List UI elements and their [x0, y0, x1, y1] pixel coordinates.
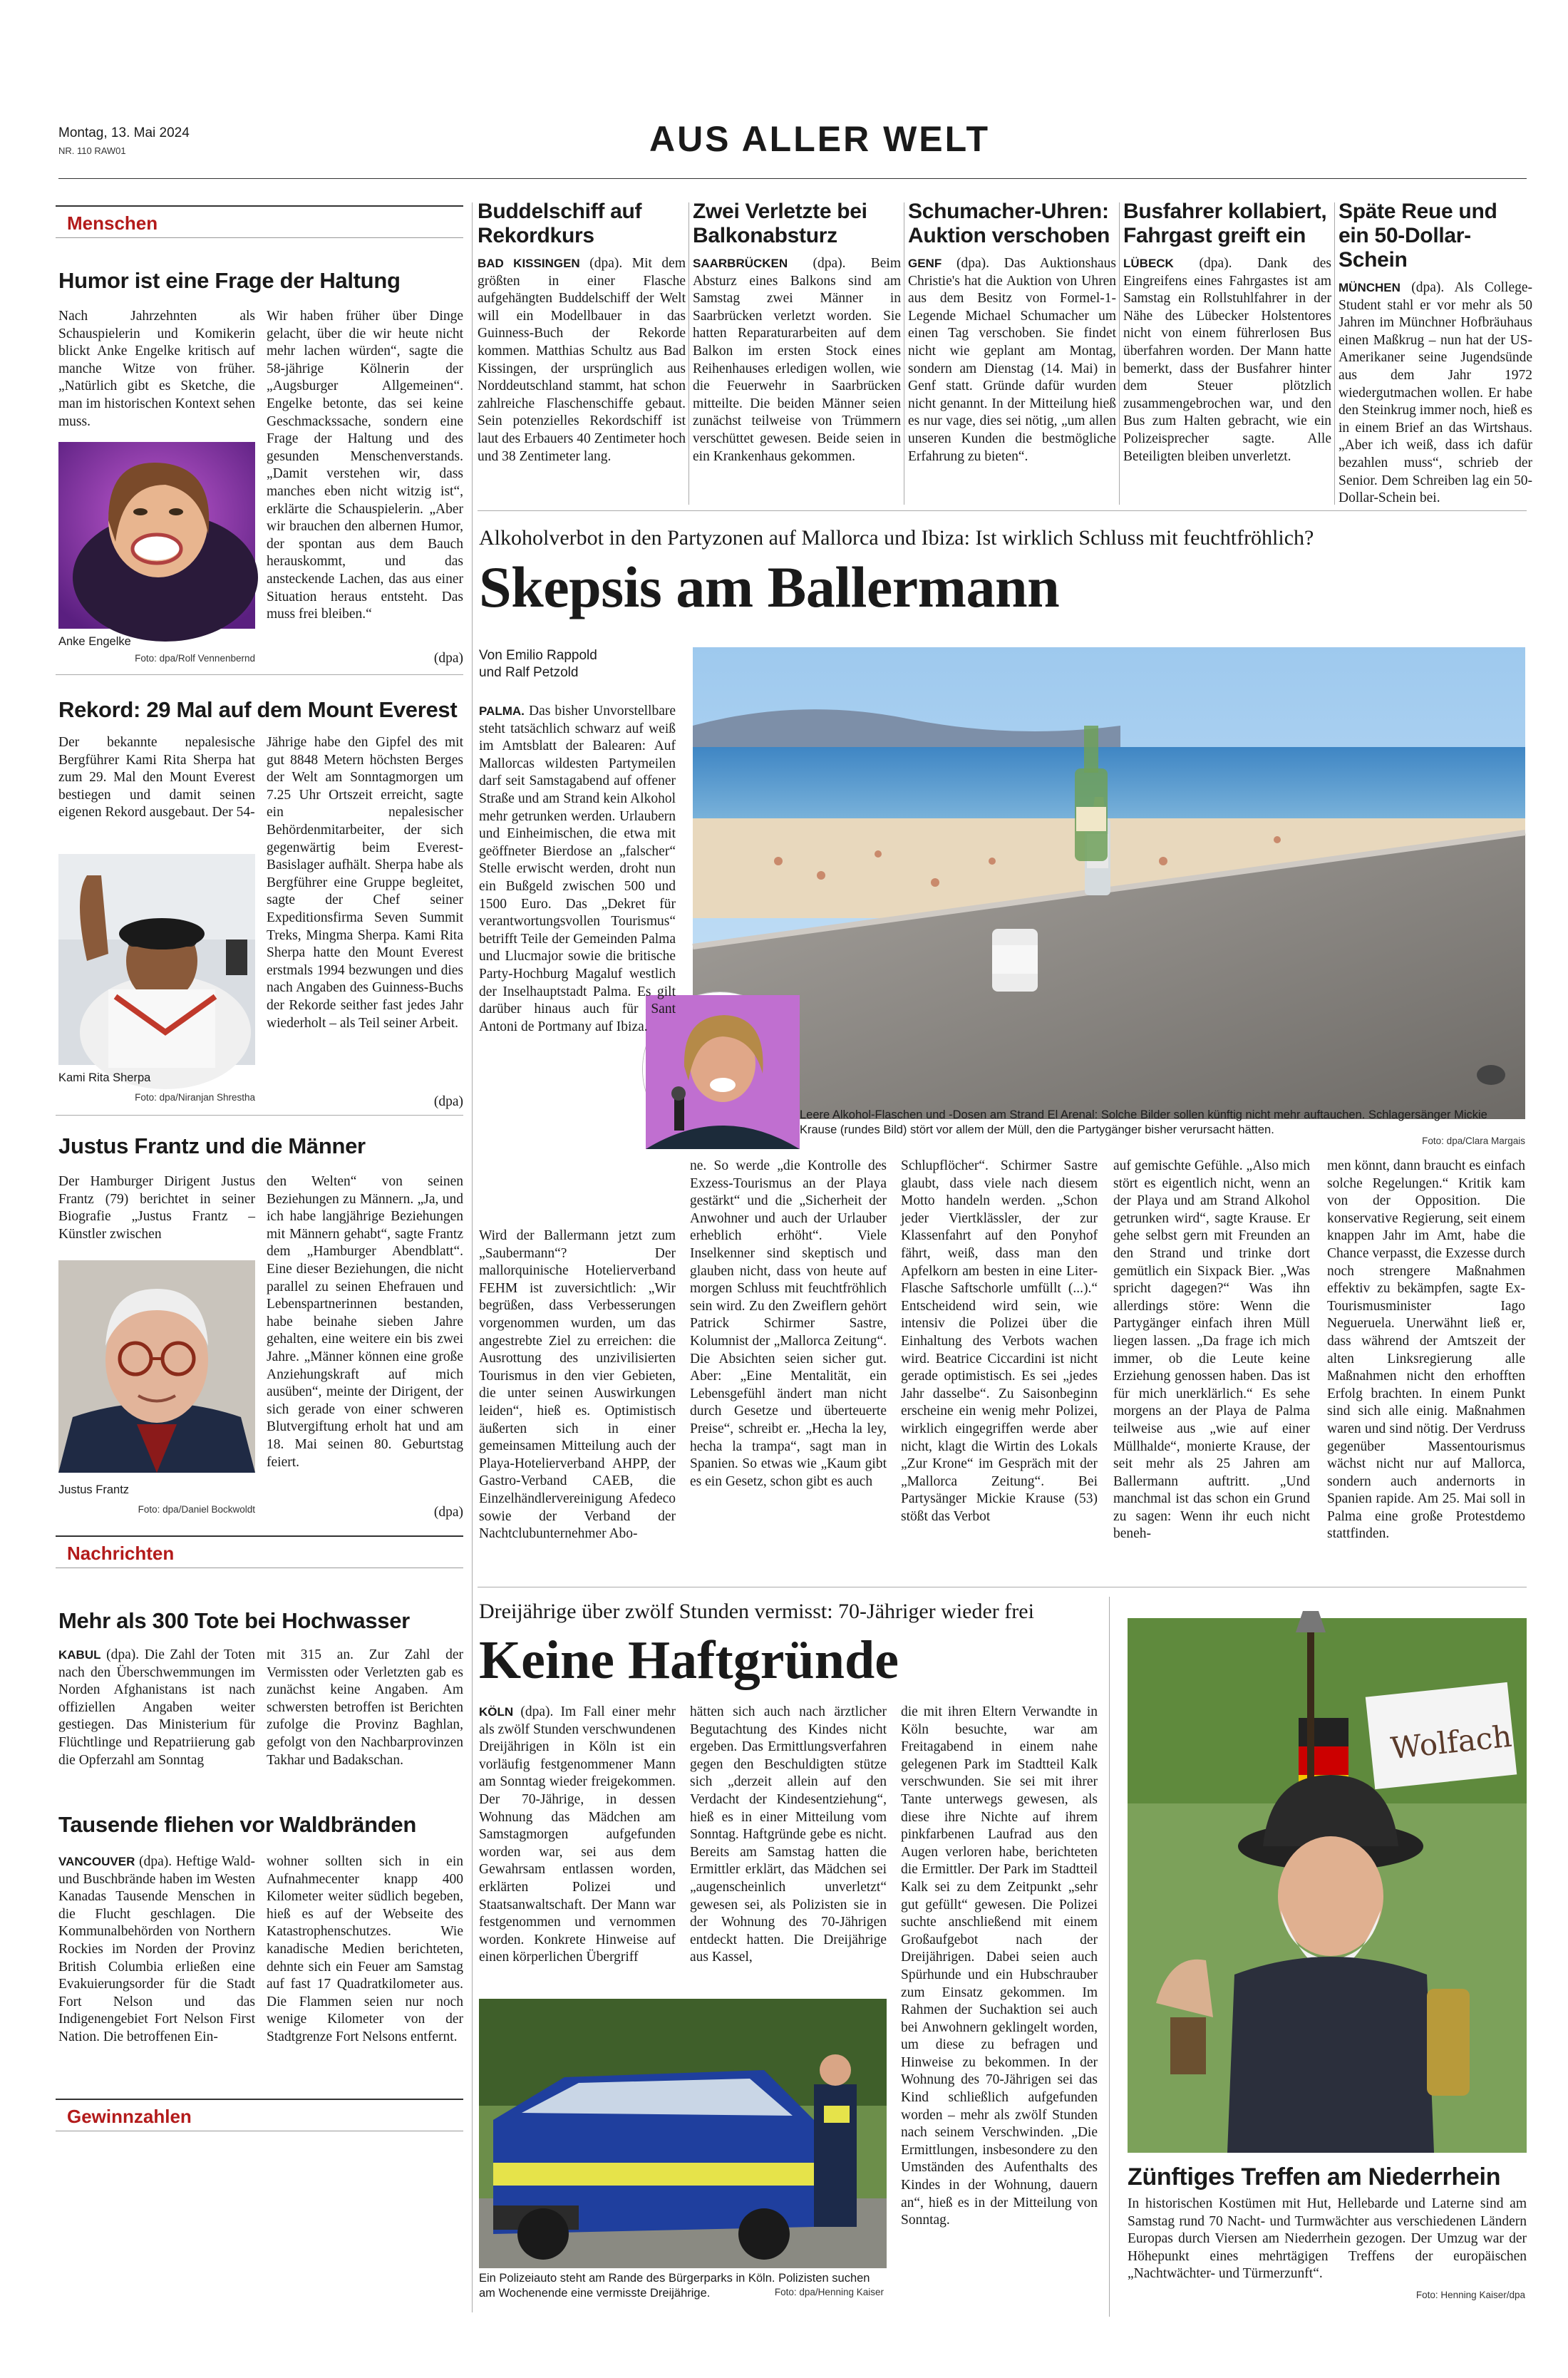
short-news-text	[908, 255, 1116, 505]
short-news-body: (dpa). Als College-Student stahl er vor mehr als 50 Jahren im Münchner Hofbräuhaus einen Maßkrug – nun hat der US-Amerikaner seine Jugendsünde aus dem Jahr 1972 wiedergutmachen wollen. Er habe den Steinkrug immer noch, hieß es in einem Brief an das Wirtshaus. „Aber ich weiß, dass ich dafür bezahlen muss“, schrieb der Senior. Dem Schreiben lag ein 50-Dollar-Schein bei.	[1339, 280, 1532, 506]
everest-agency: (dpa)	[433, 1094, 463, 1109]
short-news-row	[478, 200, 1532, 508]
frantz-headline: Justus Frantz und die Männer	[58, 1133, 366, 1158]
fires-col1	[58, 1853, 255, 2086]
short-news-body: (dpa). Das Auktionshaus Christie's hat die Auktion von Uhren aus dem Besitz von Formel-1-Legende Michael Schumacher um einen Tag verschoben. Sie findet nicht wie geplant am Montag, sondern am Dienstag (14. Mai) in Genf statt. Gründe dafür wurden nicht genannt. In der Mitteilung hieß es nur vage, dies sei nötig, „um allen unseren Kunden die bestmögliche Erfahrung zu bieten“.	[908, 256, 1116, 464]
flood-headline: Mehr als 300 Tote bei Hochwasser	[58, 1608, 410, 1633]
ballermann-col4: auf gemischte Gefühle. „Also mich stört es eigentlich nicht, wenn an der Playa und am Strand Alkohol getrunken wird“, sagte Krause. Er gehe selbst gern mit Freunden an den Strand und trinke dort gemütlich ein Sixpack Bier. „Was spricht dagegen?“ Was ihn allerdings störe: Wenn die Partygänger einfach ihren Müll liegen lassen. „Da frage ich mich immer, ob die Leute keine Erziehung genossen haben. Das ist für mich unerklärlich.“ Es sehe morgens an der Playa de Palma teilweise aus „wie auf einer Müllhalde“, monierte Krause, der seit mehr als 25 Jahren am Ballermann auftritt. „Und manchmal ist das schon ein Grund zu sagen: Wenn ihr euch nicht beneh-	[1113, 1158, 1310, 1542]
frantz-caption: Justus Frantz	[58, 1483, 130, 1496]
haftgruende-text: (dpa). Im Fall einer mehr als zwölf Stunden verschwundenen Dreijährigen in Köln ist ein vorläufig festgenommener Mann am Sonntag wieder freigekommen. Der 70-Jährige, in dessen Wohnung das Mädchen am Samstagmorgen aufgefunden worden war, sei aus dem Gewahrsam entlassen worden, erklärten Polizei und Staatsanwaltschaft. Der Mann war festgenommen und vernommen worden. Konkrete Hinweise auf einen körperlichen Übergriff	[479, 1704, 676, 1965]
short-news-headline: Buddelschiff auf Rekordkurs	[478, 200, 642, 247]
short-news-text	[1339, 279, 1532, 529]
short-news-item	[1339, 200, 1532, 508]
section-title: AUS ALLER WELT	[649, 119, 991, 159]
engelke-credit: Foto: dpa/Rolf Vennenbernd	[135, 653, 255, 664]
left-column	[47, 200, 472, 2310]
date-line: Montag, 13. Mai 2024	[58, 125, 190, 140]
treffen-text: In historischen Kostümen mit Hut, Hellebarde und Laterne sind am Samstag rund 70 Nacht- und Turmwächter aus verschiedenen Ländern Europas durch Viersen am Niederrhein gezogen. Der Umzug war der Höhepunkt eines mehrtägigen Treffens der europäischen „Nachtwächter- und Türmerzunft“.	[1128, 2196, 1527, 2282]
engelke-col1: Nach Jahrzehnten als Schauspielerin und Komikerin blickt Anke Engelke kritisch auf manche Witze von früher. „Natürlich gibt es Sketche, die man im historischen Kontext sehen muss.	[58, 309, 255, 429]
menschen-label: Menschen	[67, 212, 158, 234]
dateline: PALMA.	[479, 704, 525, 718]
dateline: LÜBECK	[1123, 257, 1174, 270]
byline-line: Von Emilio Rappold	[479, 648, 597, 663]
treffen-headline: Zünftiges Treffen am Niederrhein	[1128, 2163, 1501, 2191]
short-news-item	[478, 200, 686, 508]
divider	[56, 1115, 463, 1116]
engelke-headline: Humor ist eine Frage der Haltung	[58, 268, 401, 293]
engelke-agency: (dpa)	[433, 651, 463, 666]
kicker: Dreijährige über zwölf Stunden vermisst: 70-Jähriger wieder frei	[479, 1600, 1034, 1623]
column-divider	[1334, 202, 1335, 505]
dateline: KÖLN	[479, 1705, 514, 1719]
sherpa-photo	[58, 854, 255, 1065]
nachrichten-label: Nachrichten	[67, 1543, 175, 1564]
beach-photo	[693, 647, 1525, 1119]
short-news-body: (dpa). Mit dem größten in einer Flasche aufgehängten Buddelschiff der Welt will ein Modellbauer in das Guinness-Buch der Rekorde kommen. Matthias Schultz aus Bad Kissingen, der ursprünglich aus Norddeutschland stammt, hat schon zahlreiche Flaschenschiffe gebaut. Sein potenzielles Rekordschiff ist laut des Erbauers 40 Zentimeter hoch und 38 Zentimeter lang.	[478, 256, 686, 464]
police-car-photo	[479, 1999, 887, 2268]
short-news-headline: Schumacher-Uhren: Auktion verschoben	[908, 200, 1110, 247]
short-news-text	[693, 255, 901, 505]
short-news-body: (dpa). Beim Absturz eines Balkons sind am Samstag zwei Männer in Saarbrücken verletzt worden. Sie hatten Reparaturarbeiten auf dem Balkon im ersten Stock eines Reihenhauses erledigen wollen, wie die Feuerwehr in Saarbrücken mitteilte. Die beiden Männer seien zunächst teilweise von Trümmern verschüttet gewesen. Beide seien in ein Krankenhaus gekommen.	[693, 256, 901, 464]
flood-text: (dpa). Die Zahl der Toten nach den Überschwemmungen im Norden Afghanistans ist nach offiziellen Angaben weiter gestiegen. Das Ministerium für Flüchtlinge und Repatriierung gab die Opferzahl am Sonntag	[58, 1647, 256, 1768]
lotto-label: Gewinnzahlen	[67, 2106, 192, 2127]
byline-line: und Ralf Petzold	[479, 665, 579, 680]
short-news-item	[1123, 200, 1331, 508]
column-divider	[1109, 1597, 1110, 2317]
short-news-item	[908, 200, 1116, 508]
frantz-col1: Der Hamburger Dirigent Justus Frantz (79) berichtet in seiner Biografie „Justus Frantz – Künstler zwischen	[58, 1174, 255, 1242]
divider	[56, 674, 463, 675]
sherpa-caption: Kami Rita Sherpa	[58, 1071, 151, 1084]
police-credit: Foto: dpa/Henning Kaiser	[774, 2287, 884, 2297]
haftgruende-col1	[479, 1704, 676, 1997]
sherpa-credit: Foto: dpa/Niranjan Shrestha	[135, 1092, 255, 1103]
byline	[479, 647, 597, 681]
ballermann-col3: Schlupflöcher“. Schirmer Sastre glaubt, dass viele nach diesem Motto handeln werden. „Schon jeder Viertklässler, der zur Klassenfahrt auf den Ponyhof fährt, weiß, dass man den Apfelkorn am besten in eine Liter-Flasche Saftschorle umfüllt (...).“ Entscheidend wird sein, wie intensiv die Polizei über die Einhaltung des Verbots wachen wird. Beatrice Ciccardini ist nicht gerade optimistisch. Es sei „jedes Jahr dasselbe“. Zu Saisonbeginn erscheine ein wenig mehr Polizei, wirklich eingegriffen werde aber nicht, klagt die Wirtin des Lokals „Zur Krone“ im Gespräch mit der „Mallorca Zeitung“. Bei Partysänger Mickie Krause (53) stößt das Verbot	[901, 1158, 1098, 1524]
frantz-col2: den Welten“ von seinen Beziehungen zu Männern. „Ja, und ich habe langjährige Beziehungen mit Männern gehabt“, sagte Frantz dem „Hamburger Abendblatt“. Eine dieser Beziehungen, die nicht parallel zu seinen Ehefrauen und Lebenspartnerinnen bestanden, habe beinahe sieben Jahre gehalten, eine weitere ein bis zwei Jahre. „Männer können eine große Anziehungskraft auf mich ausüben“, meinte der Dirigent, der sich gerade von einer schweren Blutvergiftung erholt hat und am 18. Mai seinen 80. Geburtstag feiert.	[267, 1174, 463, 1470]
engelke-col2: Wir haben früher über Dinge gelacht, über die wir heute nicht mehr lachen würden“, sagte die 58-jährige Kölnerin der „Augsburger Allgemeinen“. Engelke betonte, das sei keine Geschmackssache, sondern eine Frage der Haltung und des gesunden Menschenverstands. „Damit verstehen wir, dass manches eben nicht witzig ist“, erklärte die Schauspielerin. „Aber wir brauchen den albernen Humor, der spontan aus dem Bauch herauskommt, und das ansteckende Lachen, das aus einer Situation heraus entsteht. Das muss frei bleiben.“	[267, 309, 463, 622]
kicker: Alkoholverbot in den Partyzonen auf Mallorca und Ibiza: Ist wirklich Schluss mit feuchtfröhlich?	[479, 526, 1314, 550]
ballermann-col2: ne. So werde „die Kontrolle des Exzess-Tourismus an der Playa gestärkt“ und die „Sicherheit der Anwohner und auch der Urlauber erheblich erhöht“. Viele Inselkenner sind skeptisch und glauben nicht, dass von heute auf morgen Schluss mit feuchtfröhlich sein wird. Zu den Zweiflern gehört Patrick Schirmer Sastre, Kolumnist der „Mallorca Zeitung“. Die Absichten seien sicher gut. Aber: „Eine Mentalität, ein Lebensgefühl ändert man nicht durch Gesetze und überteuerte Preise“, schreibt er. „Hecha la ley, hecha la trampa“, sagt man in Spanien. So etwas wie „Kaum gibt es ein Gesetz, schon gibt es auch	[690, 1158, 887, 1489]
short-news-headline: Busfahrer kollabiert, Fahrgast greift ein	[1123, 200, 1327, 247]
everest-col2: Jährige habe den Gipfel des mit gut 8848 Metern höchsten Berges der Welt am Sonntagmorgen um 7.25 Uhr Ortszeit erreicht, sagte ein nepalesischer Behördenmitarbeiter, der sich gegenwärtig beim Everest-Basislager aufhält. Sherpa habe als Bergführer eine Gruppe begleitet, sagte der Chef seiner Expeditionsfirma Seven Summit Treks, Mingma Sherpa. Kami Rita Sherpa hatte den Mount Everest erstmals 1994 bezwungen und dies nach Angaben des Guinness-Buchs der Rekorde seither fast jedes Jahr wiederholt – als Teil seiner Arbeit.	[267, 735, 463, 1031]
short-news-text	[1123, 255, 1331, 505]
engelke-caption: Anke Engelke	[58, 635, 131, 648]
short-news-item	[693, 200, 901, 508]
ballermann-col5: men könnt, dann braucht es einfach solche Regelungen.“ Kritik kam von der Opposition. Die konservative Regierung, seit einem knappen Jahr im Amt, habe die Chance verpasst, die Exzesse durch noch strengere Maßnahmen effektiv zu bekämpfen, sagte Ex-Tourismusminister Iago Negueruela. Unerwähnt ließ er, dass während der Amtszeit der alten Linksregierung alle Maßnahmen nicht den erhofften Erfolg brachten. In einem Punkt sind sich alle einig. Maßnahmen waren und sind nötig. Der Verdruss gegenüber Massentourismus wächst nicht nur auf Mallorca, sondern auch andernorts in Spanien rapide. Am 25. Mai soll in Palma eine große Protestdemo stattfinden.	[1327, 1158, 1525, 1542]
short-news-headline: Späte Reue und ein 50-Dollar-Schein	[1339, 200, 1497, 272]
everest-col1: Der bekannte nepalesische Bergführer Kami Rita Sherpa hat zum 29. Mal den Mount Everest bestiegen und damit seinen eigenen Rekord ausgebaut. Der 54-	[58, 735, 255, 820]
nachrichten-label-box	[56, 1535, 463, 1568]
fires-text: (dpa). Heftige Wald- und Buschbrände haben im Westen Kanadas Tausende Menschen in die Flucht geschlagen. Die Kommunalbehörden von Northern Rockies im Norden der Provinz British Columbia erließen eine Evakuierungsorder für die Stadt Fort Nelson und das Indigenengebiet Fort Nelson First Nation. Die betroffenen Ein-	[58, 1854, 256, 2044]
frantz-agency: (dpa)	[433, 1505, 463, 1520]
dateline: SAARBRÜCKEN	[693, 257, 788, 270]
short-news-body: (dpa). Dank des Eingreifens eines Fahrgastes ist am Samstag ein Rollstuhlfahrer in der Nähe des Lübecker Holstentores nicht von einem führerlosen Bus überfahren worden. Der Mann hatte bemerkt, dass der Busfahrer hinter dem Steuer plötzlich zusammengebrochen war, und den Bus zum Halten gebracht, wie ein Polizeisprecher sagte. Alle Beteiligten bleiben unverletzt.	[1123, 256, 1332, 464]
column-divider	[1119, 202, 1120, 505]
dateline: MÜNCHEN	[1339, 281, 1401, 294]
haftgruende-col3: die mit ihren Eltern Verwandte in Köln besuchte, war am Freitagabend in einem nahe gelegenen Park im Stadtteil Kalk verschwunden. Sie sei mit ihrer Tante unterwegs gewesen, als diese ihre Nichte auf ihrem pinkfarbenen Laufrad aus den Augen verloren habe, berichteten die Ermittler. Der Park im Stadtteil Kalk sei zu dem Zeitpunkt „sehr gut gefüllt“ gewesen. Die Polizei suchte anschließend mit einem Großaufgebot nach der Dreijährigen. Dabei seien auch Spürhunde und ein Hubschrauber zum Einsatz gekommen. Im Rahmen der Suchaktion sei auch bei Anwohnern geklingelt worden, um diese zu befragen und Hinweise zu bekommen. In der Wohnung des 70-Jährigen sei das Kind schließlich aufgefunden worden – mehr als zwölf Stunden nach seinem Verschwinden. „Die Ermittlungen, insbesondere zu den Umständen des Aufenthalts des Kindes in der Wohnung, dauern an“, hieß es in der Mitteilung von Sonntag.	[901, 1704, 1098, 2228]
frantz-photo	[58, 1260, 255, 1473]
dateline: KABUL	[58, 1648, 101, 1662]
menschen-label-box	[56, 205, 463, 238]
column-divider	[472, 202, 473, 2312]
lotto-label-box	[56, 2099, 463, 2131]
fires-col2: wohner sollten sich in ein Aufnahmecenter knapp 400 Kilometer weiter südlich begeben, hieß es auf der Webseite des Katastrophenschutzes. Wie kanadische Medien berichteten, dehnte sich ein Feuer am Samstag auf fast 17 Quadratkilometer aus. Die Flammen seien nur noch wenige Kilometer von der Stadtgrenze Fort Nelsons entfernt.	[267, 1854, 463, 2044]
beach-credit: Foto: dpa/Clara Margais	[1422, 1136, 1525, 1146]
ballermann-col1-top	[479, 703, 676, 1034]
dateline: GENF	[908, 257, 942, 270]
engelke-photo	[58, 442, 255, 629]
ballermann-text: Das bisher Unvorstellbare steht tatsächlich schwarz auf weiß im Amtsblatt der Balearen: Auf Mallorcas wildesten Partymeilen darf seit Samstagabend auf offener Straße und am Strand kein Alkohol mehr getrunken werden. Urlaubern und Einheimischen, die etwa mit geöffneter Bierdose an „falscher“ Stelle erwischt werden, droht nun ein Bußgeld zwischen 500 und 1500 Euro. Das „Dekret für verantwortungsvollen Tourismus“ betrifft Teile der Gemeinden Palma und Llucmajor sowie die britische Party-Hochburg Magaluf westlich der Inselhauptstadt Palma. Es gilt darüber hinaus auch für Sant Antoni de Portmany auf Ibiza.	[479, 704, 676, 1034]
sign-text: Wolfach	[1388, 1718, 1514, 1766]
header-rule	[58, 178, 1527, 179]
police-caption: Ein Polizeiauto steht am Rande des Bürgerparks in Köln. Polizisten suchen am Wochenende eine vermisste Dreijährige.	[479, 2272, 870, 2300]
short-news-text	[478, 255, 686, 505]
everest-headline: Rekord: 29 Mal auf dem Mount Everest	[58, 697, 458, 722]
ballermann-headline: Skepsis am Ballermann	[479, 555, 1060, 619]
fires-headline: Tausende fliehen vor Waldbränden	[58, 1812, 416, 1837]
issue-number: NR. 110 RAW01	[58, 145, 126, 156]
beach-caption: Leere Alkohol-Flaschen und -Dosen am Strand El Arenal: Solche Bilder sollen künftig nicht mehr auftauchen. Schlagersänger Mickie Krause (rundes Bild) stört vor allem der Müll, den die Partygänger bisher verursacht hätten.	[800, 1108, 1487, 1136]
column-divider	[688, 202, 689, 505]
haftgruende-headline: Keine Haftgründe	[479, 1630, 899, 1690]
flood-col1	[58, 1647, 255, 1789]
flood-col2: mit 315 an. Zur Zahl der Vermissten oder Verletzten gab es zunächst keine Angaben. Am schwersten betroffen ist Berichten zufolge die Provinz Baghlan, gefolgt von den Nachbarprovinzen Takhar und Badakschan.	[267, 1647, 463, 1768]
divider	[478, 510, 1527, 511]
ballermann-col1-bottom: Wird der Ballermann jetzt zum „Saubermann“? Der mallorquinische Hotelierverband FEHM ist zuversichtlich: „Wir begrüßen, dass Verbesserungen vorgenommen wurden, um das angestrebte Ziel zu erreichen: die Ausrottung des unzivilisierten Tourismus in den vier Gebieten, die unter seinen Auswirkungen leiden“, hieß es. Optimistisch äußerten sich in einer gemeinsamen Mitteilung auch der Playa-Hotelierverband AHPP, der Gastro-Verband CAEB, die Einzelhändlervereinigung Afedeco sowie der Verband der Nachtclubunternehmer Abo-	[479, 1228, 676, 1542]
haftgruende-col2: hätten sich auch nach ärztlicher Begutachtung des Kindes nicht ergeben. Das Ermittlungsverfahren gegen den Beschuldigten stütze sich „derzeit allein auf den Verdacht der Kindesentziehung“, hieß es in einer Mitteilung vom Sonntag. Haftgründe gebe es nicht. Bereits am Samstag hatten die Ermittler erklärt, das Mädchen sei „augenscheinlich unverletzt“ gewesen sei, als Polizisten sie in der Wohnung des 70-Jährigen entdeckt hatten. Die Dreijährige aus Kassel,	[690, 1704, 887, 1965]
treffen-credit: Foto: Henning Kaiser/dpa	[1415, 2290, 1525, 2300]
nightwatchman-photo	[1128, 1618, 1527, 2153]
frantz-credit: Foto: dpa/Daniel Bockwoldt	[138, 1504, 255, 1515]
dateline: VANCOUVER	[58, 1855, 135, 1868]
short-news-headline: Zwei Verletzte bei Balkonabsturz	[693, 200, 867, 247]
dateline: BAD KISSINGEN	[478, 257, 580, 270]
